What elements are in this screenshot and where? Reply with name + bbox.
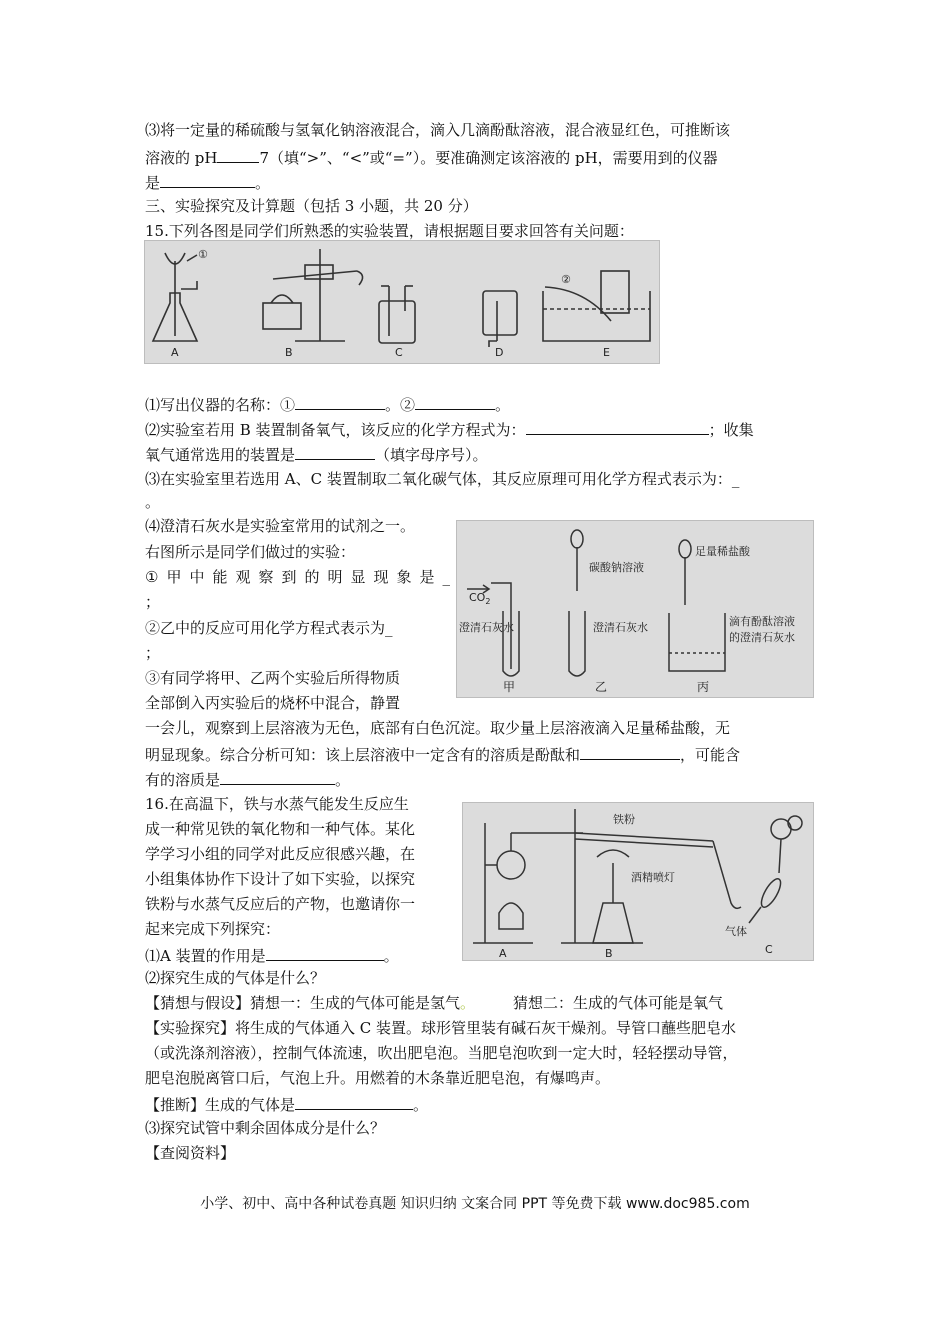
answer-blank[interactable] <box>580 743 680 760</box>
bing-solution-label-2: 的澄清石灰水 <box>729 631 795 644</box>
figure-label-bing: 丙 <box>697 680 710 694</box>
answer-blank[interactable] <box>415 393 495 410</box>
yi-solution-label: 澄清石灰水 <box>593 621 648 634</box>
q16-inference: 【推断】生成的气体是 。 <box>145 1093 428 1115</box>
limewater-experiments-figure <box>456 520 814 698</box>
figure-label-c: C <box>765 943 773 956</box>
q15-part4-line5: ②乙中的反应可用化学方程式表示为_ <box>145 619 393 637</box>
q16-line5: 铁粉与水蒸气反应后的产物，也邀请你一 <box>145 895 416 913</box>
q15-part2-line1: ⑵实验室若用 B 装置制备氧气，该反应的化学方程式为： ；收集 <box>145 418 754 440</box>
q15-part2-line2: 氧气通常选用的装置是 （填字母序号）。 <box>145 443 488 465</box>
answer-blank[interactable] <box>295 1093 413 1110</box>
figure-label-b: B <box>285 346 293 359</box>
sodium-carbonate-label: 碳酸钠溶液 <box>589 561 644 574</box>
q16-guess: 【猜想与假设】猜想一：生成的气体可能是氢气。 猜想二：生成的气体可能是氧气 <box>145 994 724 1012</box>
figure-mark-1: ① <box>198 248 208 261</box>
q15-part1: ⑴写出仪器的名称：① 。② 。 <box>145 393 510 415</box>
figure-label-c: C <box>395 346 403 359</box>
q16-part3: ⑶探究试管中剩余固体成分是什么？ <box>145 1119 386 1137</box>
q16-part2: ⑵探究生成的气体是什么？ <box>145 969 326 987</box>
jia-solution-label: 澄清石灰水 <box>459 621 514 634</box>
figure-label-d: D <box>495 346 504 359</box>
answer-blank[interactable] <box>160 171 255 188</box>
q15-part3-line1: ⑶在实验室里若选用 A、C 装置制取二氧化碳气体，其反应原理可用化学方程式表示为：_ <box>145 470 740 488</box>
alcohol-lamp-label: 酒精喷灯 <box>631 871 675 884</box>
q16-experiment-line2: （或洗涤剂溶液），控制气体流速，吹出肥皂泡。当肥皂泡吹到一定大时，轻轻摆动导管， <box>145 1044 738 1062</box>
figure-label-a: A <box>171 346 179 359</box>
bing-solution-label-1: 滴有酚酞溶液 <box>729 615 795 628</box>
hydrochloric-acid-label: 足量稀盐酸 <box>695 545 750 558</box>
q16-line6: 起来完成下列探究： <box>145 920 281 938</box>
q15-part4-line6: ； <box>145 644 161 662</box>
q16-reference: 【查阅资料】 <box>145 1144 236 1162</box>
answer-blank[interactable] <box>295 393 385 410</box>
iron-powder-label: 铁粉 <box>613 813 635 826</box>
figure-label-yi: 乙 <box>595 680 608 694</box>
apparatus-figure <box>144 240 660 364</box>
answer-blank[interactable] <box>266 944 384 961</box>
q15-part4-line4: ； <box>145 593 161 611</box>
answer-blank[interactable] <box>295 443 375 460</box>
answer-blank[interactable] <box>217 146 259 163</box>
q15-part4-line3: ① 甲 中 能 观 察 到 的 明 显 现 象 是 _ <box>145 568 450 586</box>
co2-label: CO <box>469 591 486 604</box>
q16-experiment-line3: 肥皂泡脱离管口后，气泡上升。用燃着的木条靠近肥皂泡，有爆鸣声。 <box>145 1069 611 1087</box>
section-heading: 三、实验探究及计算题（包括 3 小题，共 20 分） <box>145 197 478 215</box>
q15-part4-line7: ③有同学将甲、乙两个实验后所得物质 <box>145 669 401 687</box>
co2-subscript: 2 <box>485 597 491 606</box>
q16-line4: 小组集体协作下设计了如下实验，以探究 <box>145 870 416 888</box>
answer-blank[interactable] <box>220 768 335 785</box>
q16-line1: 16.在高温下，铁与水蒸气能发生反应生 <box>145 795 409 813</box>
gas-label: 气体 <box>725 925 747 938</box>
q15-part4-line2: 右图所示是同学们做过的实验： <box>145 543 356 561</box>
q16-line2: 成一种常见铁的氧化物和一种气体。某化 <box>145 820 416 838</box>
q14-3-line1: ⑶将一定量的稀硫酸与氢氧化钠溶液混合，滴入几滴酚酞溶液，混合液显红色，可推断该 <box>145 121 731 139</box>
q14-3-line2: 溶液的 pH 7（填“>”、“<”或“=”）。要准确测定该溶液的 pH，需要用到的仪器 <box>145 146 718 168</box>
q15-part4-line8: 全部倒入丙实验后的烧杯中混合，静置 <box>145 694 401 712</box>
q15-part4-line10: 明显现象。综合分析可知：该上层溶液中一定含有的溶质是酚酞和 ，可能含 <box>145 743 740 765</box>
q15-intro: 15.下列各图是同学们所熟悉的实验装置，请根据题目要求回答有关问题： <box>145 222 634 240</box>
q14-3-line3: 是 。 <box>145 171 270 193</box>
page-footer: 小学、初中、高中各种试卷真题 知识归纳 文案合同 PPT 等免费下载 www.doc985.com <box>200 1196 750 1212</box>
svg-text:CO2 <box>469 591 490 606</box>
answer-blank[interactable] <box>526 418 709 435</box>
figure-mark-2: ② <box>561 273 571 286</box>
figure-label-b: B <box>605 947 613 960</box>
figure-label-e: E <box>603 346 610 359</box>
q16-line3: 学学习小组的同学对此反应很感兴趣，在 <box>145 845 416 863</box>
q16-experiment-line1: 【实验探究】将生成的气体通入 C 装置。球形管里装有碱石灰干燥剂。导管口蘸些肥皂水 <box>145 1019 737 1037</box>
q15-part3-line2: 。 <box>145 493 161 511</box>
q15-part4-line11: 有的溶质是 。 <box>145 768 350 790</box>
figure-label-jia: 甲 <box>503 680 516 694</box>
q15-part4-line1: ⑷澄清石灰水是实验室常用的试剂之一。 <box>145 517 416 535</box>
figure-label-a: A <box>499 947 507 960</box>
q16-part1: ⑴A 装置的作用是 。 <box>145 944 399 966</box>
q15-part4-line9: 一会儿，观察到上层溶液为无色，底部有白色沉淀。取少量上层溶液滴入足量稀盐酸，无 <box>145 719 731 737</box>
iron-steam-apparatus-figure <box>462 802 814 961</box>
